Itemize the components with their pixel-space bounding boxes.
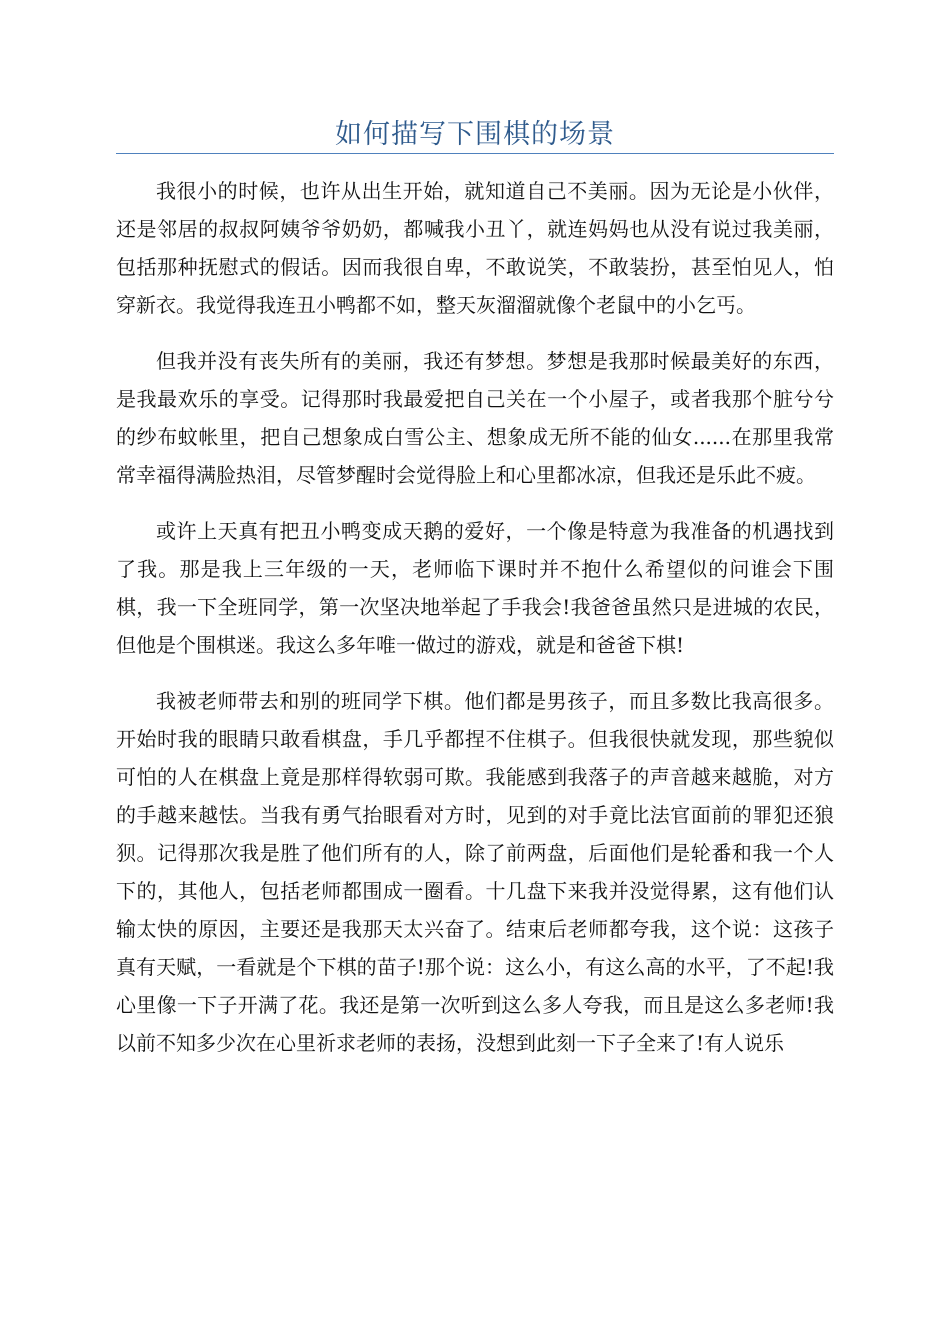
paragraph-2: 但我并没有丧失所有的美丽，我还有梦想。梦想是我那时候最美好的东西，是我最欢乐的享受。记得那时我最爱把自己关在一个小屋子，或者我那个脏兮兮的纱布蚊帐里，把自己想象成白雪公主、想象成无所不能的仙女......在那里我常常幸福得满脸热泪，尽管梦醒时会觉得脸上和心里都冰凉，但我还是乐此不疲。 — [116, 349, 834, 487]
document-title: 如何描写下围棋的场景 — [335, 119, 615, 150]
title-underline — [116, 153, 834, 154]
paragraph-1: 我很小的时候，也许从出生开始，就知道自己不美丽。因为无论是小伙伴，还是邻居的叔叔阿姨爷爷奶奶，都喊我小丑丫，就连妈妈也从没有说过我美丽，包括那种抚慰式的假话。因而我很自卑，不敢说笑，不敢装扮，甚至怕见人，怕穿新衣。我觉得我连丑小鸭都不如，整天灰溜溜就像个老鼠中的小乞丐。 — [116, 179, 834, 317]
document-body — [116, 172, 834, 1080]
paragraph-3: 或许上天真有把丑小鸭变成天鹅的爱好，一个像是特意为我准备的机遇找到了我。那是我上三年级的一天，老师临下课时并不抱什么希望似的问谁会下围棋，我一下全班同学，第一次坚决地举起了手我会!我爸爸虽然只是进城的农民，但他是个围棋迷。我这么多年唯一做过的游戏，就是和爸爸下棋! — [116, 519, 834, 657]
paragraph-4: 我被老师带去和别的班同学下棋。他们都是男孩子，而且多数比我高很多。开始时我的眼睛只敢看棋盘，手几乎都捏不住棋子。但我很快就发现，那些貌似可怕的人在棋盘上竟是那样得软弱可欺。我能感到我落子的声音越来越脆，对方的手越来越怯。当我有勇气抬眼看对方时，见到的对手竟比法官面前的罪犯还狼狈。记得那次我是胜了他们所有的人，除了前两盘，后面他们是轮番和我一个人下的，其他人，包括老师都围成一圈看。十几盘下来我并没觉得累，这有他们认输太快的原因，主要还是我那天太兴奋了。结束后老师都夸我，这个说：这孩子真有天赋，一看就是个下棋的苗子!那个说：这么小，有这么高的水平，了不起!我心里像一下子开满了花。我还是第一次听到这么多人夸我，而且是这么多老师!我以前不知多少次在心里祈求老师的表扬，没想到此刻一下子全来了!有人说乐 — [116, 689, 834, 1055]
